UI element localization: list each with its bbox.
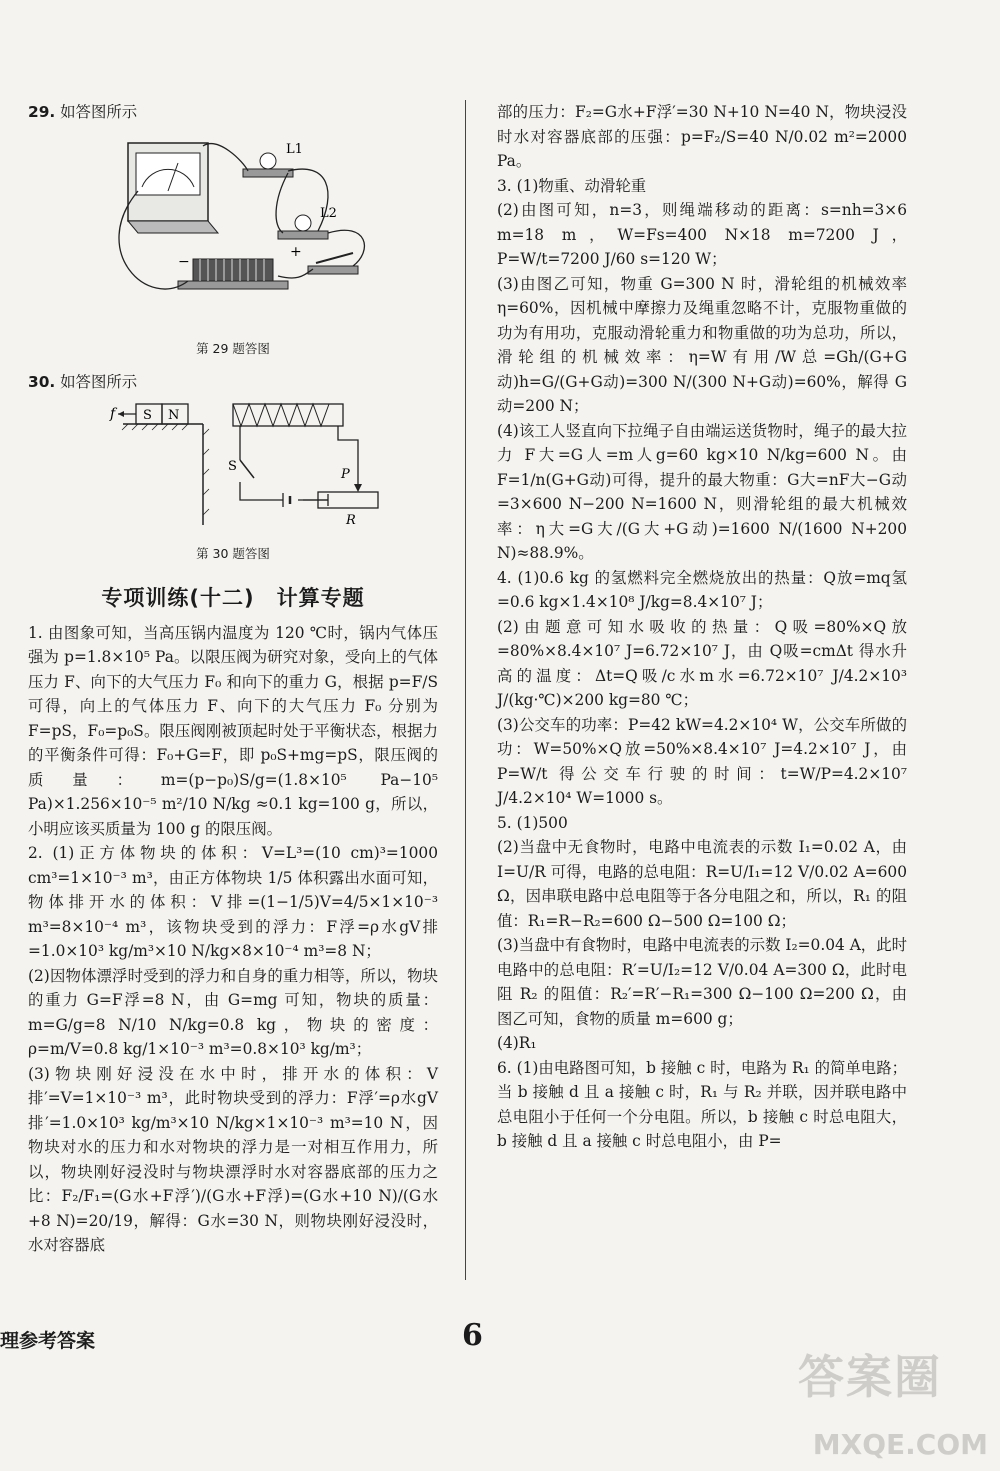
answer-paragraph: (3)当盘中有食物时，电路中电流表的示数 I₂=0.04 A，此时电路中的总电阻：R′=U/I₂=12 V/0.04 A=300 Ω，此时电阻 R₂ 的阻值：R₂′=R′−R₁=300 Ω−100 Ω=200 Ω，由图乙可知，食物的质量 m=600 g； bbox=[497, 936, 907, 1028]
right-column bbox=[497, 100, 907, 1154]
watermark-url: MXQE.COM bbox=[812, 1428, 988, 1461]
answer-paragraph: (3)由图乙可知，物重 G=300 N 时，滑轮组的机械效率 η=60%，因机械中摩擦力及绳重忽略不计，克服物重做的功为有用功，克服动滑轮重力和物重做的功为总功，所以，滑轮组的机械效率：η=W有用/W总=Gh/(G+G动)h=G/(G+G动)=300 N/(300 N+G动)=60%，解得 G动=200 N； bbox=[497, 274, 907, 415]
q30-line bbox=[28, 370, 438, 395]
answer-paragraph: (3)公交车的功率：P=42 kW=4.2×10⁴ W，公交车所做的功：W=50%×Q放=50%×8.4×10⁷ J=4.2×10⁷ J，由 P=W/t 得公交车行驶的时间：t=W/P=4.2×10⁷ J/4.2×10⁴ W=1000 s。 bbox=[497, 715, 907, 807]
left-column bbox=[28, 100, 438, 1258]
answer-paragraph: (4)该工人竖直向下拉绳子自由端运送货物时，绳子的最大拉力 F大=G人=m人g=60 kg×10 N/kg=600 N。由 F=1/n(G+G动)可得，提升的最大物重：G大=nF大−G动=3×600 N−200 N=1600 N，则滑轮组的最大机械效率：η大=G大/(G大+G动)=1600 N/(1600 N+200 N)≈88.9%。 bbox=[497, 421, 907, 562]
q29-number: 29. bbox=[28, 103, 56, 121]
watermark-logo bbox=[798, 1341, 988, 1461]
answer-paragraph: 5. (1)500 bbox=[497, 813, 568, 832]
circuit-diagram-29 bbox=[28, 131, 438, 326]
figure-30-caption: 第 30 题答图 bbox=[196, 545, 270, 561]
label-r: R bbox=[346, 513, 356, 528]
figure-30 bbox=[28, 400, 438, 566]
label-f: f bbox=[110, 406, 116, 422]
column-divider bbox=[465, 100, 466, 1280]
answer-paragraph: (4)R₁ bbox=[497, 1034, 537, 1052]
label-minus: − bbox=[178, 253, 190, 270]
q29-line bbox=[28, 100, 438, 125]
q30-text: 如答图所示 bbox=[55, 372, 138, 391]
answer-paragraph: (2)由图可知，n=3，则绳端移动的距离：s=nh=3×6 m=18 m，W=Fs=400 N×18 m=7200 J，P=W/t=7200 J/60 s=120 W； bbox=[497, 201, 907, 268]
q30-number: 30. bbox=[28, 372, 56, 391]
label-plus: + bbox=[290, 243, 302, 260]
answer-paragraph: 6. (1)由电路图可知，b 接触 c 时，电路为 R₁ 的简单电路；当 b 接触 d 且 a 接触 c 时，R₁ 与 R₂ 并联，因并联电路中总电阻小于任何一个分电阻。所以，b 接触 c 时总电阻大，b 接触 d 且 a 接触 c 时总电阻小，由 P= bbox=[497, 1058, 907, 1150]
watermark-text: 答案圈 bbox=[798, 1350, 942, 1404]
answer-paragraph: (2)因物体漂浮时受到的浮力和自身的重力相等，所以，物块的重力 G=F浮=8 N，由 G=mg 可知，物块的质量：m=G/g=8 N/10 N/kg=0.8 kg，物块的密度：ρ=m/V=0.8 kg/1×10⁻³ m³=0.8×10³ kg/m³； bbox=[28, 966, 438, 1058]
answer-paragraph: 4. (1)0.6 kg 的氢燃料完全燃烧放出的热量：Q放=mq氢=0.6 kg×1.4×10⁸ J/kg=8.4×10⁷ J； bbox=[497, 568, 907, 611]
answer-paragraph: 3. (1)物重、动滑轮重 bbox=[497, 176, 647, 195]
section-title: 专项训练(十二) 计算专题 bbox=[101, 586, 365, 610]
page-number: 6 bbox=[462, 1318, 483, 1353]
label-l1: L1 bbox=[286, 141, 303, 157]
label-l2: L2 bbox=[320, 205, 337, 221]
answer-paragraph: (2)由题意可知水吸收的热量：Q吸=80%×Q放=80%×8.4×10⁷ J=6.72×10⁷ J，由 Q吸=cmΔt 得水升高的温度：Δt=Q吸/c水m水=6.72×10⁷ J/4.2×10³ J/(kg·℃)×200 kg=80 ℃； bbox=[497, 617, 907, 709]
footer-label: 理参考答案 bbox=[0, 1330, 96, 1352]
answer-paragraph: 部的压力：F₂=G水+F浮′=30 N+10 N=40 N，物块浸没时水对容器底部的压强：p=F₂/S=40 N/0.02 m²=2000 Pa。 bbox=[497, 103, 907, 170]
figure-29 bbox=[28, 131, 438, 362]
figure-29-caption: 第 29 题答图 bbox=[196, 341, 270, 356]
label-switch: S bbox=[228, 459, 237, 474]
label-s-pole: S bbox=[143, 408, 152, 423]
answer-paragraph: 2. (1)正方体物块的体积：V=L³=(10 cm)³=1000 cm³=1×10⁻³ m³，由正方体物块 1/5 体积露出水面可知，物体排开水的体积：V排=(1−1/5)V=4/5×1×10⁻³ m³=8×10⁻⁴ m³，该物块受到的浮力：F浮=ρ水gV排=1.0×10³ kg/m³×10 N/kg×8×10⁻⁴ m³=8 N； bbox=[28, 844, 438, 960]
q29-text: 如答图所示 bbox=[55, 103, 138, 121]
label-p: P bbox=[341, 467, 350, 482]
circuit-diagram-30 bbox=[28, 400, 438, 530]
label-n-pole: N bbox=[168, 408, 180, 423]
answer-paragraph: 1. 由图象可知，当高压锅内温度为 120 ℃时，锅内气体压强为 p=1.8×10⁵ Pa。以限压阀为研究对象，受向上的气体压力 F、向下的大气压力 F₀ 和向下的重力 G，根据 p=F/S 可得，向上的气体压力 F、向下的大气压力 F₀ 分别为 F=pS，F₀=p₀S。限压阀刚被顶起时处于平衡状态，根据力的平衡条件可得：F₀+G=F，即 p₀S+mg=pS，限压阀的质量：m=(p−p₀)S/g=(1.8×10⁵ Pa−10⁵ Pa)×1.256×10⁻⁵ m²/10 N/kg ≈0.1 kg=100 g，所以，小明应该买质量为 100 g 的限压阀。 bbox=[28, 623, 438, 838]
answer-paragraph: (2)当盘中无食物时，电路中电流表的示数 I₁=0.02 A，由 I=U/R 可得，电路的总电阻：R=U/I₁=12 V/0.02 A=600 Ω，因串联电路中总电阻等于各分电阻之和，所以，R₁ 的阻值：R₁=R−R₂=600 Ω−500 Ω=100 Ω； bbox=[497, 838, 907, 930]
answer-paragraph: (3)物块刚好浸没在水中时，排开水的体积：V排′=V=1×10⁻³ m³，此时物块受到的浮力：F浮′=ρ水gV排′=1.0×10³ kg/m³×10 N/kg×1×10⁻³ m³=10 N，因物块对水的压力和水对物块的浮力是一对相互作用力，所以，物块刚好浸没时与物块漂浮时水对容器底部的压力之比：F₂/F₁=(G水+F浮′)/(G水+F浮)=(G水+10 N)/(G水+8 N)=20/19，解得：G水=30 N，则物块刚好浸没时，水对容器底 bbox=[28, 1064, 438, 1254]
